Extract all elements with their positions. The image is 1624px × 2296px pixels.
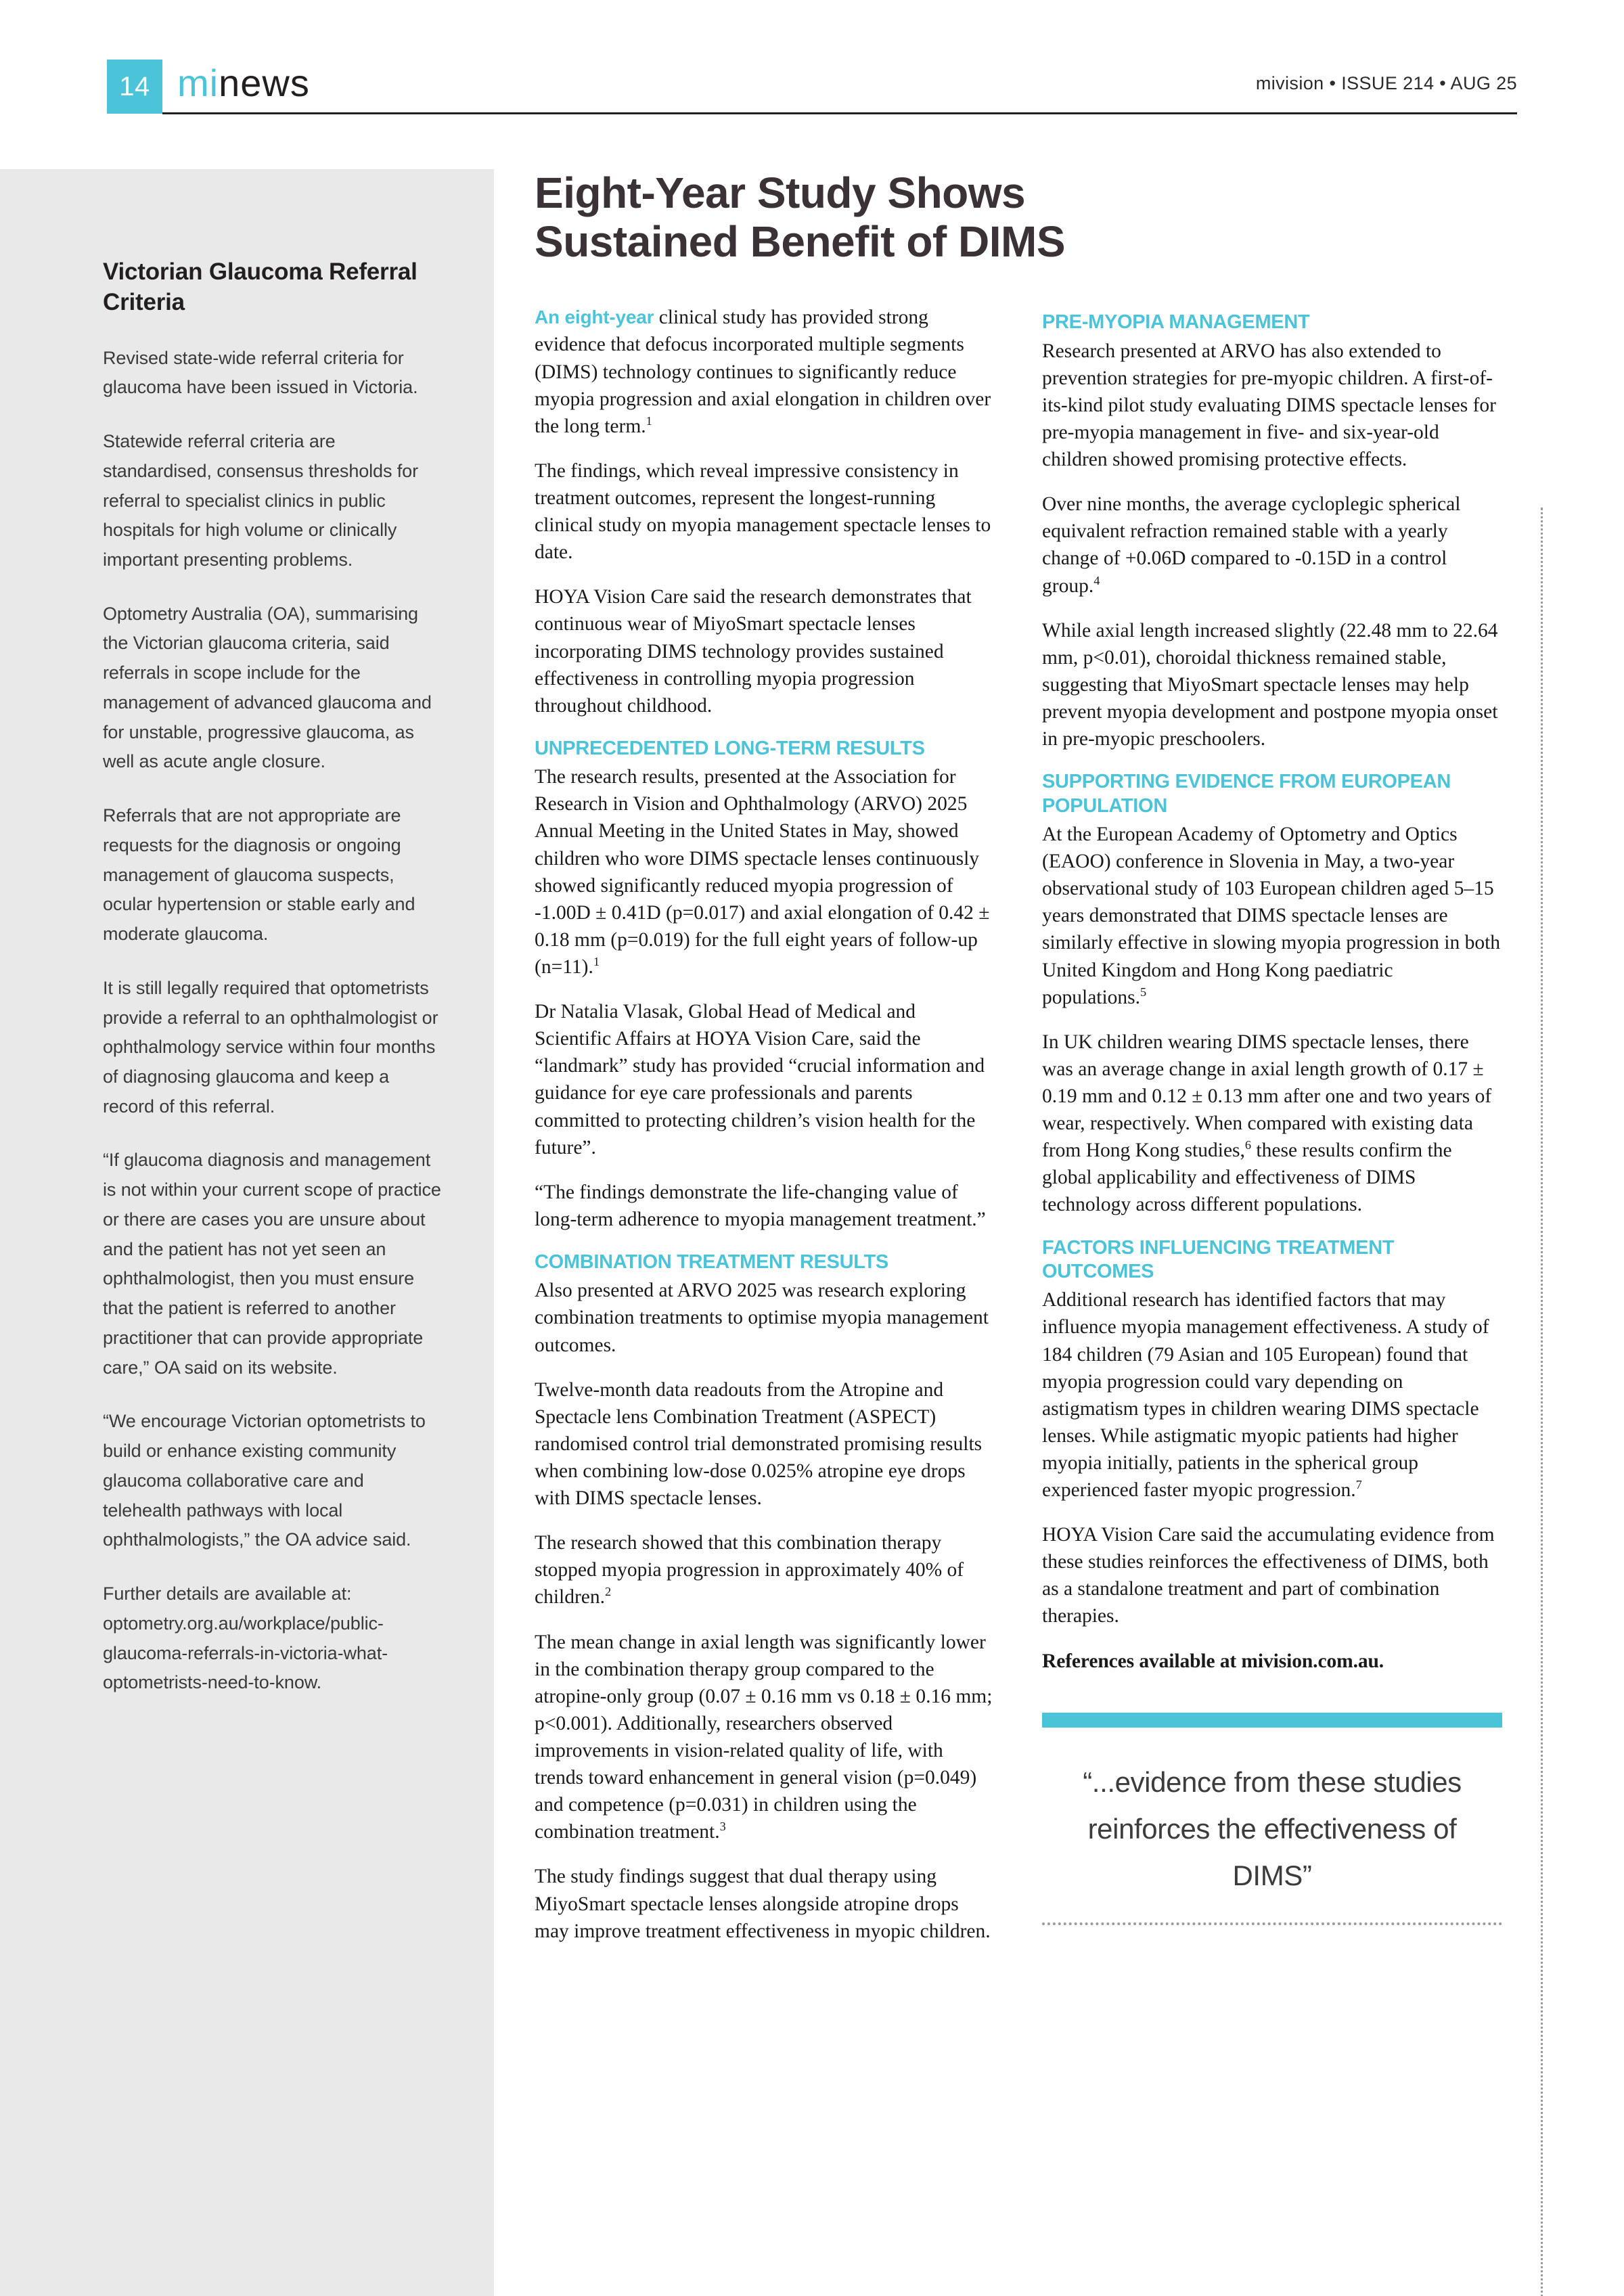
sidebar-source-link[interactable]: Further details are available at: optometry.org.au/workplace/public-glaucoma-referrals-in-victoria-what-optometrists-need-to-know. <box>103 1583 388 1693</box>
page-number: 14 <box>119 71 150 102</box>
pull-quote-bottom-dots <box>1042 1922 1502 1925</box>
footnote-ref: 5 <box>1140 985 1147 999</box>
lead-rest-text: clinical study has provided strong evidence that defocus incorporated multiple segments (DIMS) technology continues to significantly reduce myopia progression and axial elongation in children over the long term. <box>535 307 991 437</box>
sidebar-paragraph: Statewide referral criteria are standardised, consensus thresholds for referral to specialist clinics in public hospitals for high volume or clinically important presenting problems. <box>103 431 418 570</box>
footnote-ref: 1 <box>593 955 600 969</box>
section-heading-combination: COMBINATION TREATMENT RESULTS <box>535 1251 888 1273</box>
paragraph-text: In UK children wearing DIMS spectacle lenses, there was an average change in axial length growth of 0.17 ± 0.19 mm and 0.12 ± 0.13 mm after one and two years of wear, respectively. When compared with existing data from Hong Kong studies, <box>1042 1031 1492 1162</box>
footnote-ref: 3 <box>719 1820 726 1834</box>
sidebar-paragraph: Optometry Australia (OA), summarising the Victorian glaucoma criteria, said referrals in scope include for the management of advanced glaucoma and for unstable, progressive glaucoma, as well as acute angle closure. <box>103 603 432 772</box>
article-column-right <box>1042 304 1502 1962</box>
sidebar-panel <box>0 169 494 2296</box>
paragraph-text: The research showed that this combination therapy stopped myopia progression in approximately 40% of children. <box>535 1532 964 1608</box>
paragraph-text: these results confirm the global applicability and effectiveness of DIMS technology across different populations. <box>1042 1140 1452 1216</box>
footnote-ref: 1 <box>646 413 652 428</box>
article-column-left <box>535 304 995 1962</box>
pull-quote-top-bar <box>1042 1713 1502 1728</box>
paragraph: While axial length increased slightly (22.48 mm to 22.64 mm, p<0.01), choroidal thickness remained stable, suggesting that MiyoSmart spectacle lenses may help prevent myopia development and postpone myopia onset in pre-myopic preschoolers. <box>1042 619 1498 750</box>
masthead-suffix: news <box>219 62 310 104</box>
paragraph <box>1042 491 1502 599</box>
footnote-ref: 6 <box>1244 1138 1252 1152</box>
paragraph: Also presented at ARVO 2025 was research exploring combination treatments to optimise myopia management outcomes. <box>535 1280 989 1356</box>
header-divider <box>162 112 1517 114</box>
section-heading-factors: FACTORS INFLUENCING TREATMENT OUTCOMES <box>1042 1236 1395 1282</box>
references-note[interactable]: References available at mivision.com.au. <box>1042 1650 1384 1672</box>
paragraph: Research presented at ARVO has also extended to prevention strategies for pre-myopic children. A first-of-its-kind pilot study evaluating DIMS spectacle lenses for pre-myopia management in five- and six-year-old children showed promising protective effects. <box>1042 340 1496 471</box>
paragraph-text: Over nine months, the average cycloplegic spherical equivalent refraction remained stable with a yearly change of +0.06D compared to -0.15D in a control group. <box>1042 493 1461 597</box>
section-heading-supporting-evidence: SUPPORTING EVIDENCE FROM EUROPEAN POPULATION <box>1042 771 1451 817</box>
pull-quote-text: “...evidence from these studies reinforces the effectiveness of DIMS” <box>1083 1765 1462 1892</box>
paragraph: HOYA Vision Care said the research demonstrates that continuous wear of MiyoSmart spectacle lenses incorporating DIMS technology provides sustained effectiveness in controlling myopia progression throughout childhood. <box>535 586 972 717</box>
masthead-logo <box>177 61 310 105</box>
column-divider <box>1541 508 1543 2296</box>
paragraph <box>535 1529 995 1611</box>
paragraph: The findings, which reveal impressive consistency in treatment outcomes, represent the longest-running clinical study on myopia management spectacle lenses to date. <box>535 459 991 564</box>
article-headline: Eight-Year Study Shows Sustained Benefit of DIMS <box>535 168 1065 266</box>
section-heading-unprecedented: UNPRECEDENTED LONG-TERM RESULTS <box>535 737 925 759</box>
paragraph-text: Additional research has identified factors that may influence myopia management effectiveness. A study of 184 children (79 Asian and 105 European) found that myopia progression could vary depending on astigmatism types in children wearing DIMS spectacle lenses. While astigmatic myopic patients had higher myopia initially, patients in the spherical group experienced faster myopic progression. <box>1042 1289 1489 1502</box>
paragraph <box>535 763 995 981</box>
lead-paragraph <box>535 304 995 440</box>
sidebar-paragraph: Referrals that are not appropriate are requests for the diagnosis or ongoing management of glaucoma suspects, ocular hypertension or stable early and moderate glaucoma. <box>103 805 415 945</box>
paragraph <box>1042 1029 1502 1219</box>
paragraph: The study findings suggest that dual therapy using MiyoSmart spectacle lenses alongside atropine drops may improve treatment effectiveness in myopic children. <box>535 1866 991 1942</box>
page-header <box>0 0 1624 114</box>
paragraph: Dr Natalia Vlasak, Global Head of Medical and Scientific Affairs at HOYA Vision Care, said the “landmark” study has provided “crucial information and guidance for eye care professionals and parents committed to protecting children’s vision health for the future”. <box>535 1001 985 1158</box>
paragraph <box>1042 821 1502 1011</box>
paragraph: HOYA Vision Care said the accumulating evidence from these studies reinforces the effectiveness of DIMS, both as a standalone treatment and part of combination therapies. <box>1042 1524 1495 1627</box>
sidebar-paragraph: It is still legally required that optometrists provide a referral to an ophthalmologist or ophthalmology service within four months of diagnosing glaucoma and keep a record of this referral. <box>103 977 438 1117</box>
sidebar-paragraph: Revised state-wide referral criteria for glaucoma have been issued in Victoria. <box>103 347 418 398</box>
paragraph <box>1042 1286 1502 1504</box>
sidebar-paragraph: “We encourage Victorian optometrists to build or enhance existing community glaucoma collaborative care and telehealth pathways with local ophthalmologists,” the OA advice said. <box>103 1411 426 1550</box>
paragraph <box>535 1629 995 1846</box>
sidebar-paragraph: “If glaucoma diagnosis and management is not within your current scope of practice or there are cases you are unsure about and the patient has not yet seen an ophthalmologist, then you must ensure that the patient is referred to another practitioner that can provide appropriate care,” OA said on its website. <box>103 1150 441 1378</box>
footnote-ref: 2 <box>605 1585 612 1599</box>
footnote-ref: 7 <box>1355 1478 1362 1492</box>
sidebar-title: Victorian Glaucoma Referral Criteria <box>103 258 418 315</box>
article-columns <box>535 304 1522 1962</box>
footnote-ref: 4 <box>1093 573 1100 587</box>
lead-in-text: An eight-year <box>535 307 654 328</box>
paragraph: “The findings demonstrate the life-changing value of long-term adherence to myopia management treatment.” <box>535 1181 986 1230</box>
section-heading-pre-myopia: PRE-MYOPIA MANAGEMENT <box>1042 311 1310 334</box>
paragraph: Twelve-month data readouts from the Atropine and Spectacle lens Combination Treatment (ASPECT) randomised control trial demonstrated promising results when combining low-dose 0.025% atropine eye drops with DIMS spectacle lenses. <box>535 1378 983 1510</box>
issue-info: mivision • ISSUE 214 • AUG 25 <box>1255 73 1517 93</box>
masthead-prefix: mi <box>177 62 219 104</box>
paragraph-text: At the European Academy of Optometry and Optics (EAOO) conference in Slovenia in May, a two-year observational study of 103 European children aged 5–15 years demonstrated that DIMS spectacle lenses are similarly effective in slowing myopia progression in both United Kingdom and Hong Kong paediatric populations. <box>1042 824 1501 1008</box>
paragraph-text: The research results, presented at the Association for Research in Vision and Ophthalmology (ARVO) 2025 Annual Meeting in the United States in May, showed children who wore DIMS spectacle lenses continuously showed significantly reduced myopia progression of -1.00D ± 0.41D (p=0.017) and axial elongation of 0.42 ± 0.18 mm (p=0.019) for the full eight years of follow-up (n=11). <box>535 766 990 978</box>
article-body <box>535 169 1522 1962</box>
page-number-badge <box>107 60 162 114</box>
pull-quote-block <box>1042 1713 1502 1925</box>
paragraph-text: The mean change in axial length was significantly lower in the combination therapy group compared to the atropine-only group (0.07 ± 0.16 mm vs 0.18 ± 0.16 mm; p<0.001). Additionally, researchers observed improvements in vision-related quality of life, with trends toward enhancement in general vision (p=0.049) and competence (p=0.031) in children using the combination treatment. <box>535 1631 993 1843</box>
